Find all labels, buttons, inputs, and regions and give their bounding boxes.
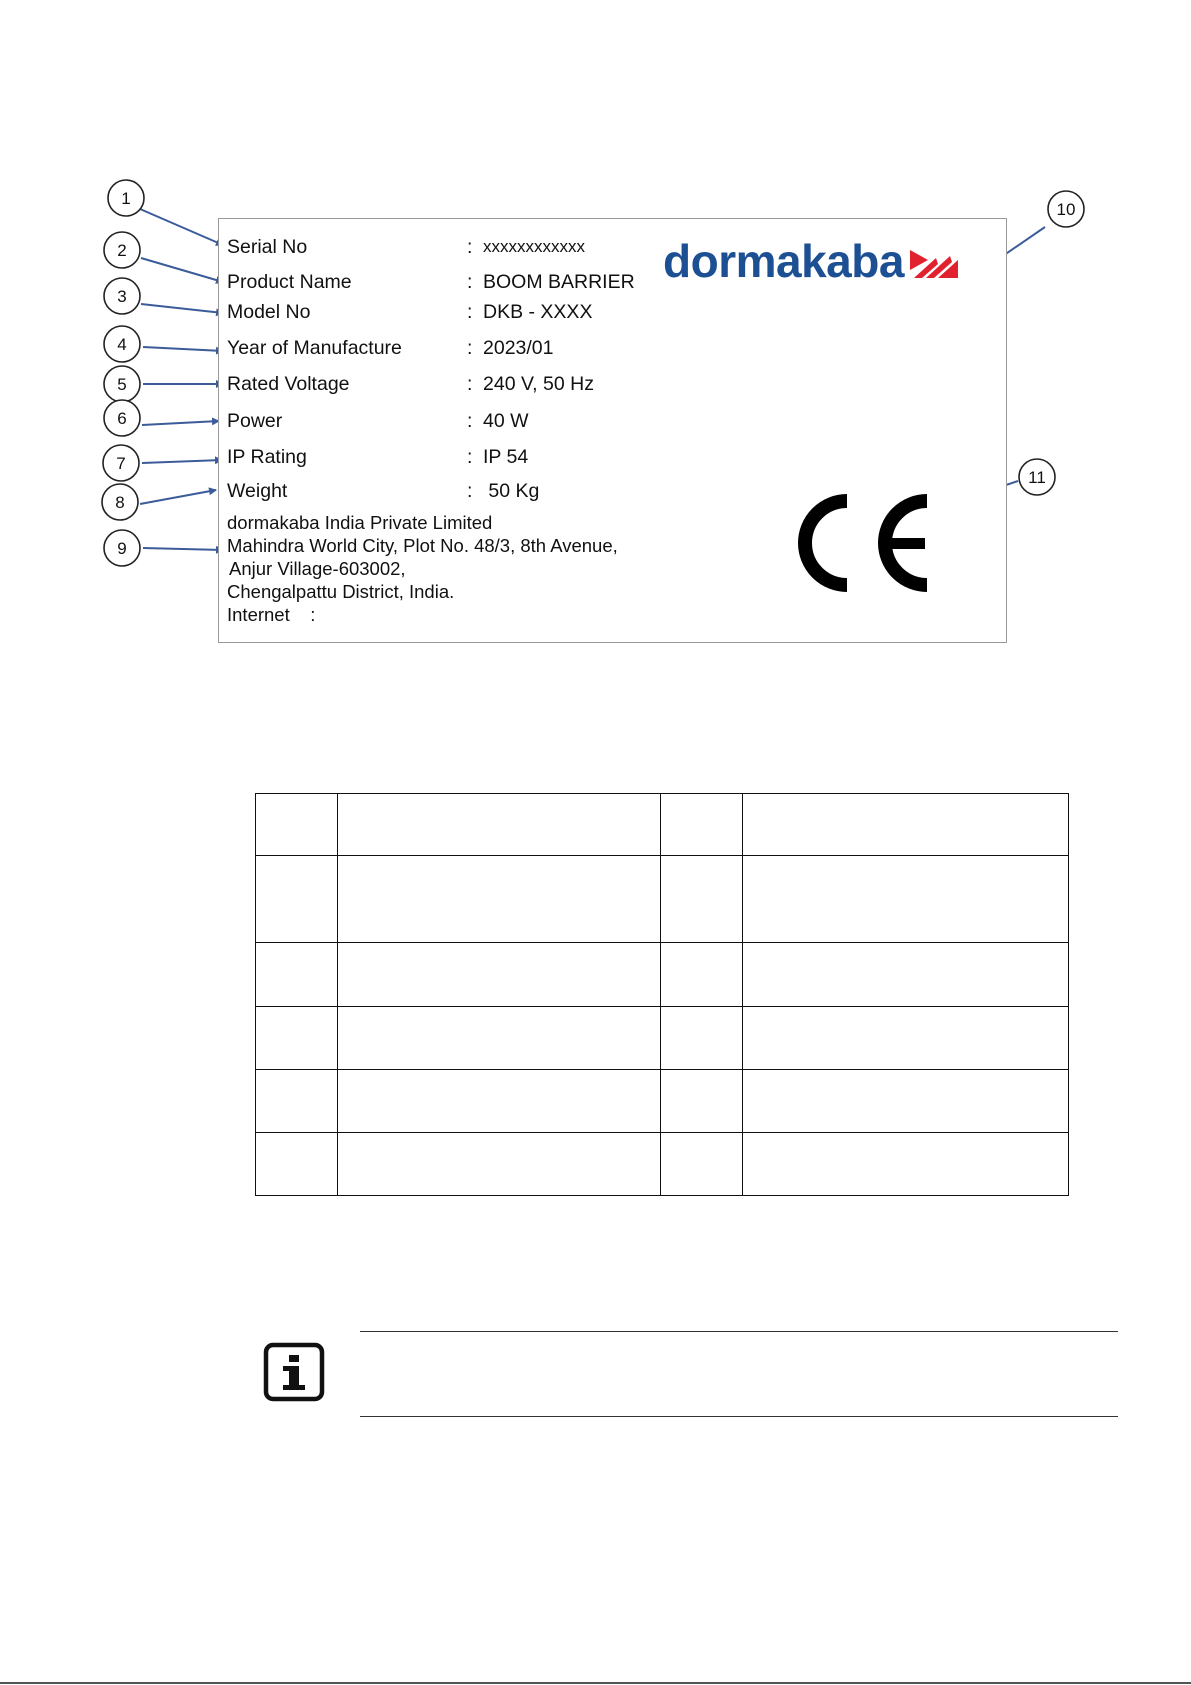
table-cell (661, 856, 743, 943)
row-separator: : (467, 446, 473, 468)
table-row (256, 943, 1069, 1006)
dormakaba-chevron-icon (910, 250, 958, 278)
address-line: Internet : (227, 604, 316, 625)
table-cell (256, 856, 338, 943)
table-cell (743, 943, 1069, 1006)
row-label: Power (227, 410, 283, 432)
row-value: 40 W (483, 410, 529, 432)
row-separator: : (467, 301, 473, 323)
ce-mark-icon (787, 493, 937, 593)
table-cell (338, 1069, 661, 1132)
table-cell (661, 1006, 743, 1069)
row-separator: : (467, 236, 473, 258)
table-cell (338, 1132, 661, 1195)
callout-arrow-3 (141, 304, 223, 313)
table-row (256, 1132, 1069, 1195)
callout-number: 10 (1056, 200, 1076, 219)
row-value: BOOM BARRIER (483, 271, 635, 293)
row-separator: : (467, 373, 473, 395)
callout-number: 5 (117, 375, 127, 394)
callout-number: 11 (1028, 468, 1046, 487)
callout-number: 4 (117, 335, 127, 354)
address-line: Anjur Village-603002, (229, 558, 406, 579)
row-label: Rated Voltage (227, 373, 350, 395)
row-value: DKB - XXXX (483, 301, 593, 323)
callout-number: 9 (117, 539, 127, 558)
row-label: Product Name (227, 271, 352, 293)
table-row (256, 794, 1069, 856)
table-cell (256, 794, 338, 856)
table-cell (256, 1006, 338, 1069)
callout-arrow-9 (143, 548, 223, 550)
row-label: Serial No (227, 236, 308, 258)
address-line: Mahindra World City, Plot No. 48/3, 8th Avenue, (227, 535, 618, 556)
table-cell (661, 1069, 743, 1132)
row-separator: : (467, 410, 473, 432)
callout-number: 3 (117, 287, 127, 306)
page-bottom-rule (0, 1682, 1191, 1684)
info-icon (263, 1342, 325, 1402)
table-cell (256, 943, 338, 1006)
table-cell (661, 794, 743, 856)
empty-legend-table (255, 793, 1069, 1196)
row-value: 240 V, 50 Hz (483, 373, 594, 395)
callout-number: 1 (121, 189, 131, 208)
table-cell (743, 1132, 1069, 1195)
table-row (256, 1006, 1069, 1069)
table-cell (743, 856, 1069, 943)
table-cell (338, 1006, 661, 1069)
nameplate (218, 218, 1007, 643)
table-cell (743, 1069, 1069, 1132)
callout-number: 7 (116, 454, 126, 473)
row-value: 2023/01 (483, 337, 554, 359)
row-separator: : (467, 337, 473, 359)
table-cell (338, 794, 661, 856)
table-cell (256, 1132, 338, 1195)
table-row (256, 1069, 1069, 1132)
address-line: Chengalpattu District, India. (227, 581, 455, 602)
table-row (256, 856, 1069, 943)
callout-arrow-2 (141, 258, 223, 282)
callout-number: 8 (115, 493, 125, 512)
note-bottom-rule (360, 1416, 1118, 1417)
row-label: Weight (227, 480, 288, 502)
row-label: Model No (227, 301, 311, 323)
logo-wordmark: dormakaba (663, 235, 904, 287)
callout-arrow-7 (142, 460, 222, 463)
row-value: 50 Kg (483, 480, 540, 502)
dormakaba-logo (663, 234, 958, 288)
callout-arrow-4 (143, 347, 223, 351)
table-cell (743, 1006, 1069, 1069)
table-cell (743, 794, 1069, 856)
callout-arrow-8 (140, 490, 216, 504)
manufacturer-address (227, 511, 618, 626)
callout-number: 6 (117, 409, 127, 428)
row-separator: : (467, 271, 473, 293)
row-value: IP 54 (483, 446, 529, 468)
callout-arrow-1 (140, 209, 223, 245)
row-label: IP Rating (227, 446, 307, 468)
callout-arrow-6 (142, 421, 219, 425)
address-line: dormakaba India Private Limited (227, 512, 493, 533)
table-cell (661, 943, 743, 1006)
note-top-rule (360, 1331, 1118, 1332)
callout-number: 2 (117, 241, 127, 260)
row-separator: : (467, 480, 473, 502)
table-cell (661, 1132, 743, 1195)
table-cell (338, 856, 661, 943)
row-value: xxxxxxxxxxxx (483, 237, 585, 256)
table-cell (256, 1069, 338, 1132)
table-cell (338, 943, 661, 1006)
row-label: Year of Manufacture (227, 337, 402, 359)
